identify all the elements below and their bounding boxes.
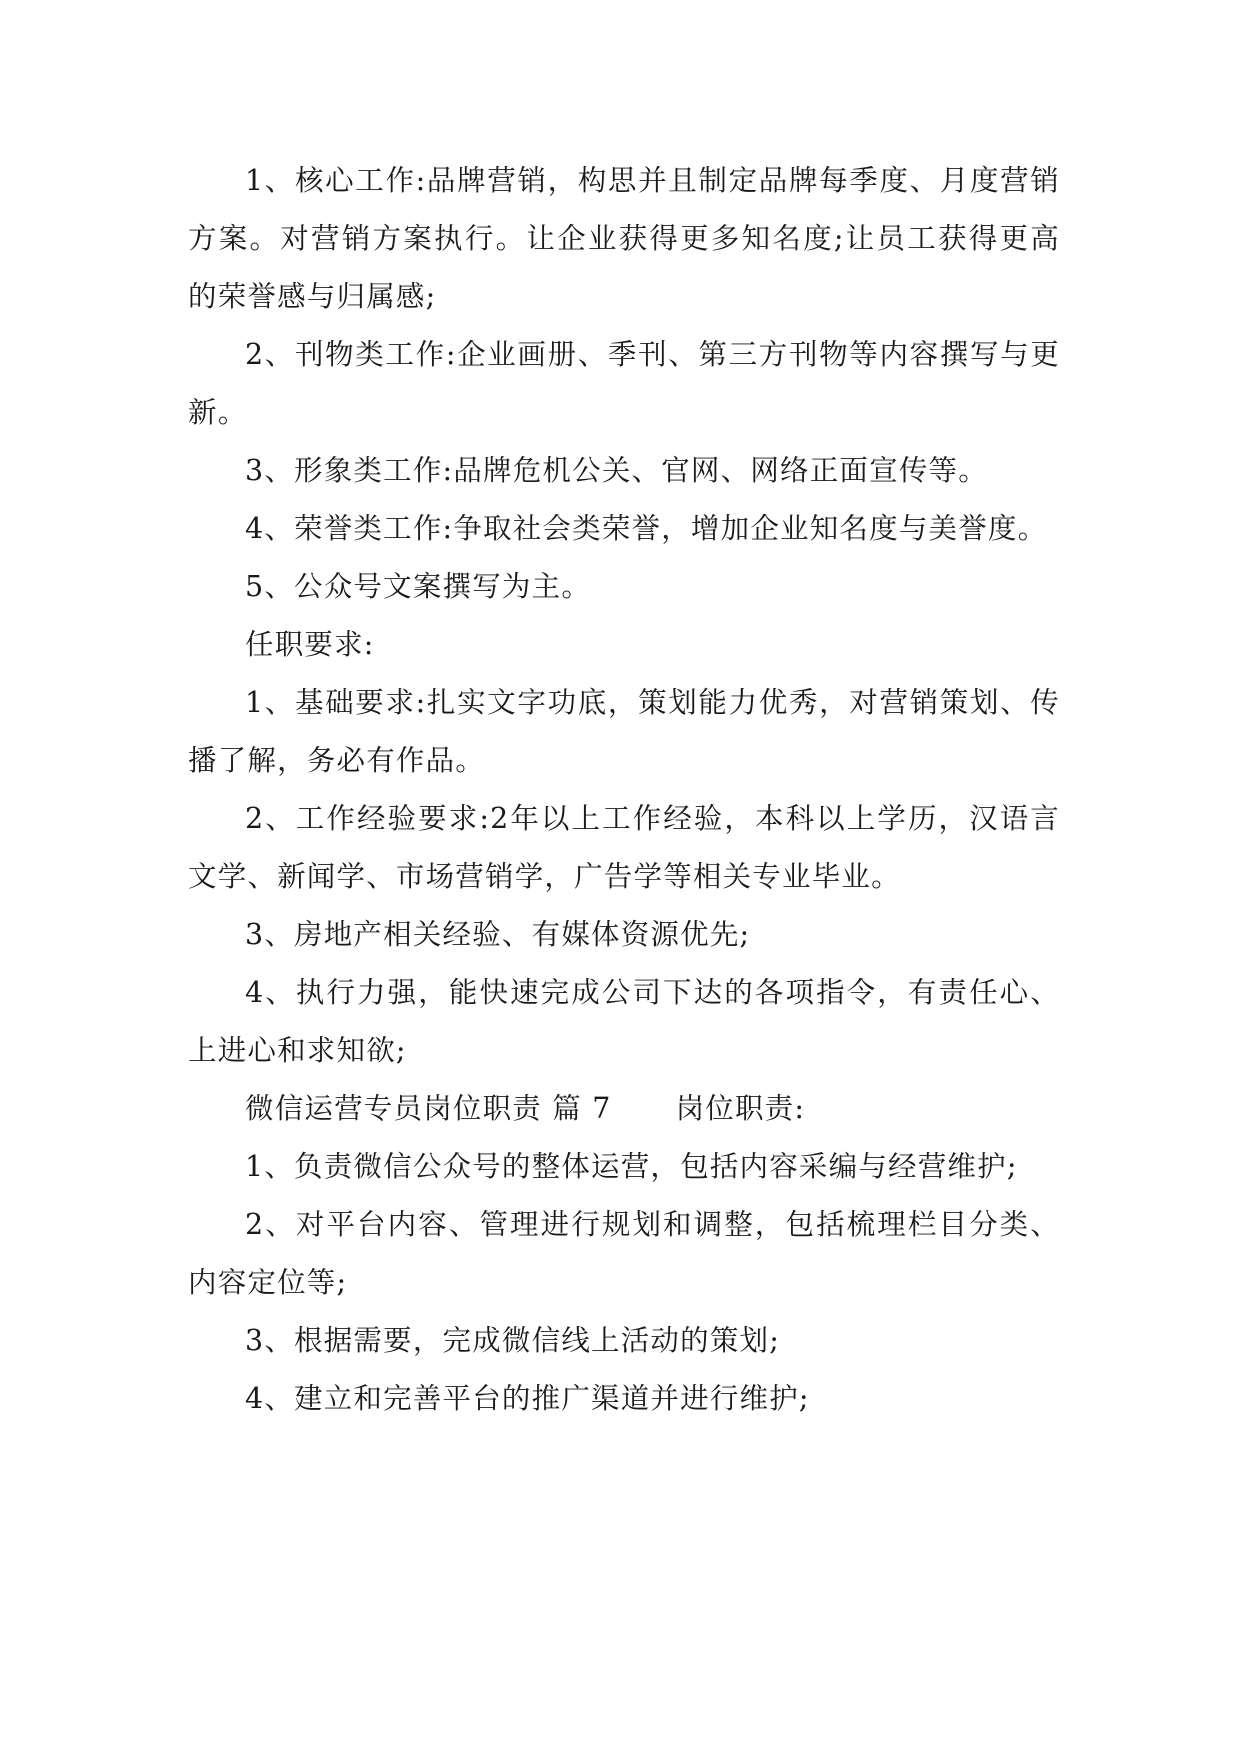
paragraph-after-2: 2、对平台内容、管理进行规划和调整，包括梳理栏目分类、内容定位等; [188,1208,1060,1299]
paragraph-4: 4、荣誉类工作:争取社会类荣誉，增加企业知名度与美誉度。 [245,512,1048,545]
paragraph-after-4: 4、建立和完善平台的推广渠道并进行维护; [245,1382,810,1415]
paragraph-2: 2、刊物类工作:企业画册、季刊、第三方刊物等内容撰写与更新。 [188,338,1060,429]
section-heading: 微信运营专员岗位职责 篇 7 [245,1092,612,1125]
paragraph-7: 1、基础要求:扎实文字功底，策划能力优秀，对营销策划、传播了解，务必有作品。 [188,686,1060,777]
paragraph-1: 1、核心工作:品牌营销，构思并且制定品牌每季度、月度营销方案。对营销方案执行。让企业获得更多知名度;让员工获得更高的荣誉感与归属感; [188,164,1060,313]
requirements-heading: 任职要求: [245,628,375,661]
paragraph-5: 5、公众号文案撰写为主。 [245,570,592,603]
document-body [188,152,1060,1428]
section-subheading: 岗位职责: [675,1092,806,1125]
paragraph-after-3: 3、根据需要，完成微信线上活动的策划; [245,1324,781,1357]
paragraph-9: 3、房地产相关经验、有媒体资源优先; [245,918,751,951]
paragraph-3: 3、形象类工作:品牌危机公关、官网、网络正面宣传等。 [245,454,988,487]
section-heading-line [188,1080,1060,1138]
paragraph-8: 2、工作经验要求:2年以上工作经验，本科以上学历，汉语言文学、新闻学、市场营销学，广告学等相关专业毕业。 [188,802,1060,893]
paragraph-10: 4、执行力强，能快速完成公司下达的各项指令，有责任心、上进心和求知欲; [188,976,1060,1067]
paragraph-after-1: 1、负责微信公众号的整体运营，包括内容采编与经营维护; [245,1150,1018,1183]
